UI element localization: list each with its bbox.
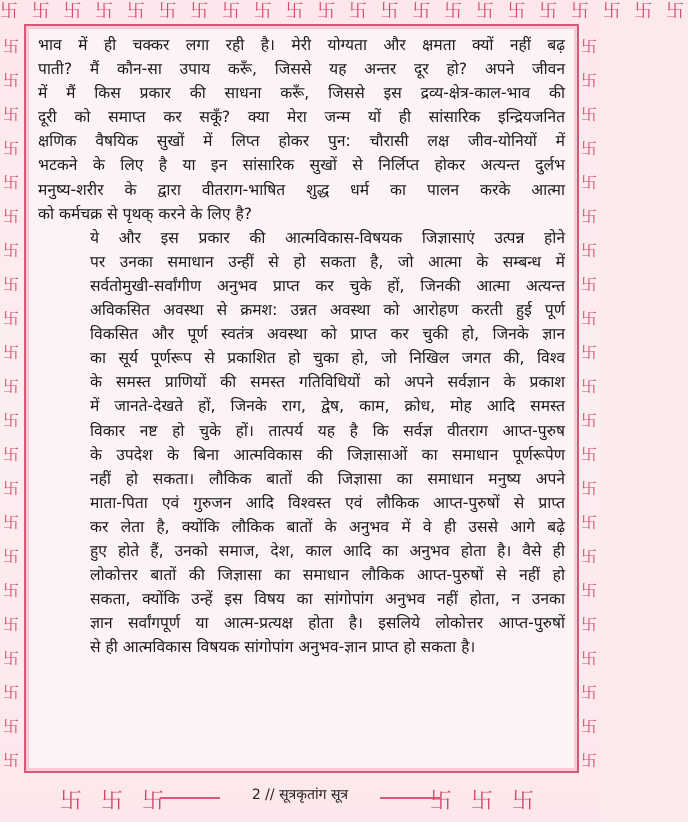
swastika-icon: 卐 xyxy=(580,411,597,430)
swastika-icon: 卐 xyxy=(580,683,597,702)
text-line: लोकोत्तर बातों की जिज्ञासा का समाधान लौकिक आप्त-पुरुषों से नहीं हो xyxy=(90,566,565,585)
text-line: ये और इस प्रकार की आत्मविकास-विषयक जिज्ञासाएं उत्पन्न होने xyxy=(90,228,565,247)
text-line: हुए होते हैं, उनको समाज, देश, काल आदि का अनुभव होता है। वैसे ही xyxy=(90,541,565,560)
swastika-icon: 卐 xyxy=(580,513,597,532)
swastika-icon: 卐 xyxy=(580,649,597,668)
swastika-icon: 卐 xyxy=(2,343,19,362)
footer-swastika-icons-right: 卐 卐 卐 xyxy=(430,789,540,814)
swastika-icon: 卐 xyxy=(2,207,19,226)
text-line: भटकने के लिए है या इन सांसारिक सुखों से निर्लिप्त होकर अत्यन्त दुर्लभ xyxy=(38,156,565,175)
swastika-icon: 卐 xyxy=(580,615,597,634)
swastika-icon: 卐 xyxy=(2,751,19,770)
swastika-icon: 卐 xyxy=(580,139,597,158)
page-number-title: 2 // सूत्रकृतांग सूत्र xyxy=(251,787,349,803)
swastika-icon: 卐 xyxy=(2,241,19,260)
swastika-icon: 卐 xyxy=(2,275,19,294)
swastika-icon: 卐 xyxy=(2,71,19,90)
swastika-icon: 卐 xyxy=(2,479,19,498)
text-line: ज्ञान सर्वांगपूर्ण या आत्म-प्रत्यक्ष होता है। इसलिये लोकोत्तर आप्त-पुरुषों xyxy=(90,614,565,633)
text-line: दूरी को समाप्त कर सकूँ? क्या मेरा जन्म यों ही सांसारिक इन्द्रियजनित xyxy=(38,108,565,127)
text-line: क्षणिक वैषयिक सुखों में लिप्त होकर पुन: चौरासी लक्ष जीव-योनियों में xyxy=(38,132,565,151)
swastika-icon: 卐 xyxy=(580,275,597,294)
text-line: माता-पिता एवं गुरुजन आदि विश्वस्त एवं लौकिक आप्त-पुरुषों से प्राप्त xyxy=(90,493,565,512)
swastika-icon: 卐 xyxy=(580,751,597,770)
swastika-icon: 卐 xyxy=(580,207,597,226)
swastika-icon: 卐 xyxy=(2,445,19,464)
swastika-icon: 卐 xyxy=(2,683,19,702)
swastika-icon: 卐 xyxy=(2,105,19,124)
text-line: पर उनका समाधान उन्हीं से हो सकता है, जो आत्मा के सम्बन्ध में xyxy=(90,252,565,271)
swastika-icon: 卐 xyxy=(2,547,19,566)
text-line: में जानते-देखते हों, जिनके राग, द्वेष, काम, क्रोध, मोह आदि समस्त xyxy=(90,397,565,416)
swastika-icon: 卐 xyxy=(2,411,19,430)
swastika-icon: 卐 xyxy=(2,513,19,532)
swastika-icon: 卐 xyxy=(580,37,597,56)
swastika-icon: 卐 xyxy=(580,105,597,124)
page-body-text xyxy=(38,33,565,659)
text-line: में मैं किस प्रकार की साधना करूँ, जिससे इस द्रव्य-क्षेत्र-काल-भाव की xyxy=(38,84,565,103)
text-line: को कर्मचक्र से पृथक् करने के लिए है? xyxy=(38,204,253,223)
swastika-icon: 卐 xyxy=(2,649,19,668)
text-line: मनुष्य-शरीर के द्वारा वीतराग-भाषित शुद्ध धर्म का पालन करके आत्मा xyxy=(38,180,565,199)
swastika-icon: 卐 xyxy=(2,37,19,56)
text-line: का सूर्य पूर्णरूप से प्रकाशित हो चुका हो, जो निखिल जगत की, विश्व xyxy=(90,349,565,368)
swastika-icon: 卐 xyxy=(580,445,597,464)
swastika-icon: 卐 xyxy=(580,173,597,192)
text-line: कर लेता है, क्योंकि लौकिक बातों के अनुभव में वे ही उससे आगे बढ़े xyxy=(90,517,565,536)
text-line: अविकसित अवस्था से क्रमश: उन्नत अवस्था को आरोहण करती हुई पूर्ण xyxy=(90,301,565,320)
swastika-icon: 卐 xyxy=(2,615,19,634)
right-swastika-border xyxy=(578,30,600,770)
swastika-icon: 卐 xyxy=(580,377,597,396)
text-line: भाव में ही चक्कर लगा रही है। मेरी योग्यता और क्षमता क्यों नहीं बढ़ xyxy=(38,36,565,54)
swastika-icon: 卐 xyxy=(580,241,597,260)
text-line: के उपदेश के बिना आत्मविकास की जिज्ञासाओं का समाधान पूर्णरूपेण xyxy=(90,445,565,464)
text-line: नहीं हो सकता। लौकिक बातों की जिज्ञासा का समाधान मनुष्य अपने xyxy=(90,469,565,488)
text-line: विकसित और पूर्ण स्वतंत्र अवस्था को प्राप्त कर चुकी हो, जिनके ज्ञान xyxy=(90,325,565,344)
footer-swastika-icons-left: 卐 卐 卐 xyxy=(60,789,170,814)
swastika-icon: 卐 xyxy=(2,173,19,192)
text-line: के समस्त प्राणियों की समस्त गतिविधियों को अपने सर्वज्ञान के प्रकाश xyxy=(90,373,565,392)
swastika-icon: 卐 xyxy=(580,581,597,600)
text-line: पाती? मैं कौन-सा उपाय करूँ, जिससे यह अन्तर दूर हो? अपने जीवन xyxy=(38,60,565,79)
swastika-icon: 卐 xyxy=(2,377,19,396)
text-line: से ही आत्मविकास विषयक सांगोपांग अनुभव-ज्ञान प्राप्त हो सकता है। xyxy=(90,638,476,657)
paragraph-2 xyxy=(38,226,565,660)
swastika-icon: 卐 xyxy=(580,717,597,736)
top-swastika-border: 卐 卐 卐 卐 卐 卐 卐 卐 卐 卐 卐 卐 卐 卐 卐 卐 卐 卐 卐 卐 卐 卐 xyxy=(0,1,688,22)
swastika-icon: 卐 xyxy=(580,309,597,328)
swastika-icon: 卐 xyxy=(2,717,19,736)
swastika-icon: 卐 xyxy=(2,581,19,600)
text-line: विकार नष्ट हो चुके हों। तात्पर्य यह है कि सर्वज्ञ वीतराग आप्त-पुरुष xyxy=(90,421,565,440)
text-line: सकता, क्योंकि उन्हें इस विषय का सांगोपांग अनुभव नहीं होता, न उनका xyxy=(90,590,565,609)
swastika-icon: 卐 xyxy=(2,309,19,328)
swastika-icon: 卐 xyxy=(580,343,597,362)
swastika-icon: 卐 xyxy=(580,547,597,566)
left-swastika-border xyxy=(0,30,22,770)
swastika-icon: 卐 xyxy=(580,479,597,498)
page-footer xyxy=(0,770,600,822)
swastika-icon: 卐 xyxy=(580,71,597,90)
swastika-icon: 卐 xyxy=(2,139,19,158)
paragraph-1 xyxy=(38,33,565,226)
text-line: सर्वतोमुखी-सर्वांगीण अनुभव प्राप्त कर चुके हों, जिनकी आत्मा अत्यन्त xyxy=(90,276,565,295)
